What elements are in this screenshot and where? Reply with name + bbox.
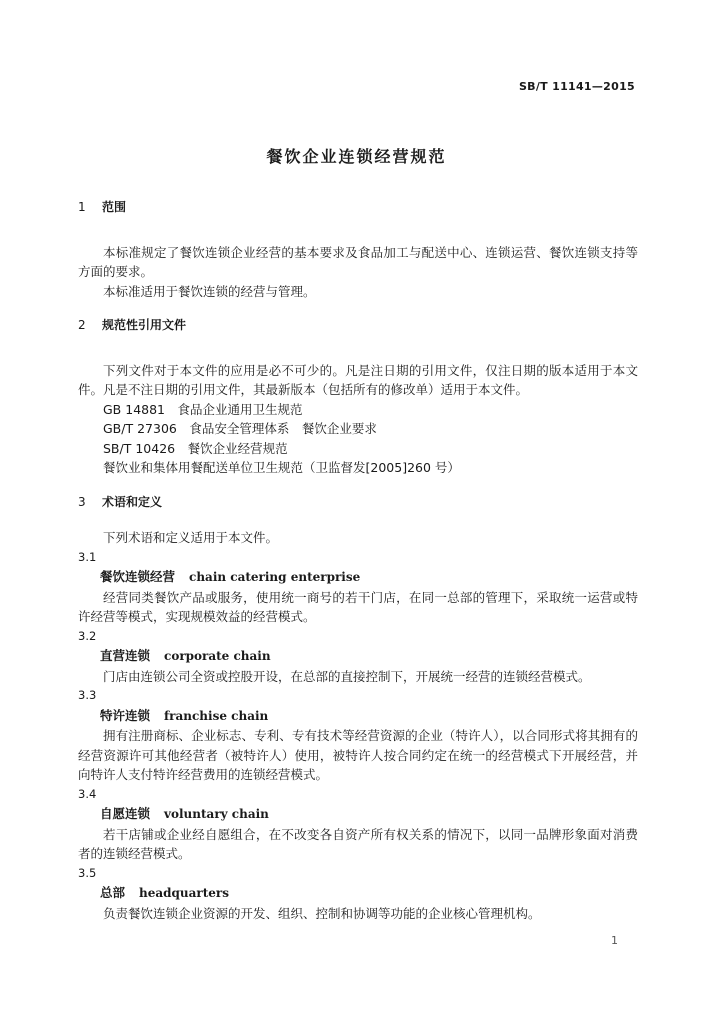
term-title	[78, 883, 638, 904]
term-definition: 拥有注册商标、企业标志、专利、专有技术等经营资源的企业（特许人），以合同形式将其拥有的经营资源许可其他经营者（被特许人）使用，被特许人按合同约定在统一的经营模式下开展经营，并向特许人支付特许经营费用的连锁经营模式。	[78, 728, 638, 782]
term-number: 3.4	[78, 786, 97, 801]
term-number: 3.2	[78, 628, 97, 643]
term-definition: 门店由连锁公司全资或控股开设，在总部的直接控制下，开展统一经营的连锁经营模式。	[103, 668, 591, 684]
section-number: 2	[78, 318, 86, 332]
references-intro: 下列文件对于本文件的应用是必不可少的。凡是注日期的引用文件，仅注日期的版本适用于本文件。凡是不注日期的引用文件，其最新版本（包括所有的修改单）适用于本文件。	[78, 362, 638, 397]
reference-item: 餐饮业和集体用餐配送单位卫生规范（卫监督发[2005]260 号）	[103, 460, 460, 475]
section-title: 范围	[102, 200, 127, 214]
scope-paragraph: 本标准适用于餐饮连锁的经营与管理。	[103, 283, 316, 299]
section-heading-scope	[78, 198, 638, 218]
scope-paragraph: 本标准规定了餐饮连锁企业经营的基本要求及食品加工与配送中心、连锁运营、餐饮连锁支持等方面的要求。	[78, 244, 638, 279]
terms-intro: 下列术语和定义适用于本文件。	[103, 530, 279, 545]
term-entry	[78, 864, 638, 924]
term-number: 3.1	[78, 549, 97, 564]
term-title	[78, 804, 638, 825]
term-title	[78, 646, 638, 667]
term-number: 3.5	[78, 865, 97, 880]
term-definition: 负责餐饮连锁企业资源的开发、组织、控制和协调等功能的企业核心管理机构。	[103, 905, 541, 921]
section-heading-terms	[78, 493, 638, 513]
term-definition: 若干店铺或企业经自愿组合，在不改变各自资产所有权关系的情况下，以同一品牌形象面对消费者的连锁经营模式。	[78, 826, 638, 861]
standard-code: SB/T 11141—2015	[518, 80, 635, 93]
term-title	[78, 706, 638, 727]
term-name-zh: 总部	[100, 885, 126, 900]
document-body	[78, 198, 638, 923]
reference-item: GB/T 27306 食品安全管理体系 餐饮企业要求	[103, 421, 377, 436]
section-number: 3	[78, 494, 86, 509]
term-entry	[78, 627, 638, 687]
term-entry	[78, 686, 638, 785]
term-number: 3.3	[78, 688, 97, 702]
section-title: 术语和定义	[102, 494, 163, 509]
term-name-en: voluntary chain	[164, 807, 269, 821]
term-entry	[78, 785, 638, 864]
reference-item: SB/T 10426 餐饮企业经营规范	[103, 440, 288, 456]
term-name-zh: 直营连锁	[100, 648, 151, 663]
page-number: 1	[611, 934, 618, 947]
reference-item: GB 14881 食品企业通用卫生规范	[103, 401, 303, 417]
document-title: 餐饮企业连锁经营规范	[266, 147, 447, 166]
section-heading-references	[78, 316, 638, 336]
term-name-zh: 自愿连锁	[100, 806, 151, 821]
section-number: 1	[78, 200, 86, 214]
term-name-en: chain catering enterprise	[189, 570, 361, 584]
term-title	[78, 567, 638, 588]
term-name-en: corporate chain	[164, 649, 271, 663]
term-name-zh: 餐饮连锁经营	[100, 569, 176, 584]
section-title: 规范性引用文件	[102, 318, 187, 332]
term-name-en: headquarters	[139, 886, 230, 900]
term-definition: 经营同类餐饮产品或服务，使用统一商号的若干门店，在同一总部的管理下，采取统一运营或特许经营等模式，实现规模效益的经营模式。	[78, 589, 638, 624]
term-name-en: franchise chain	[164, 708, 269, 723]
term-entry	[78, 548, 638, 627]
term-name-zh: 特许连锁	[100, 707, 151, 723]
